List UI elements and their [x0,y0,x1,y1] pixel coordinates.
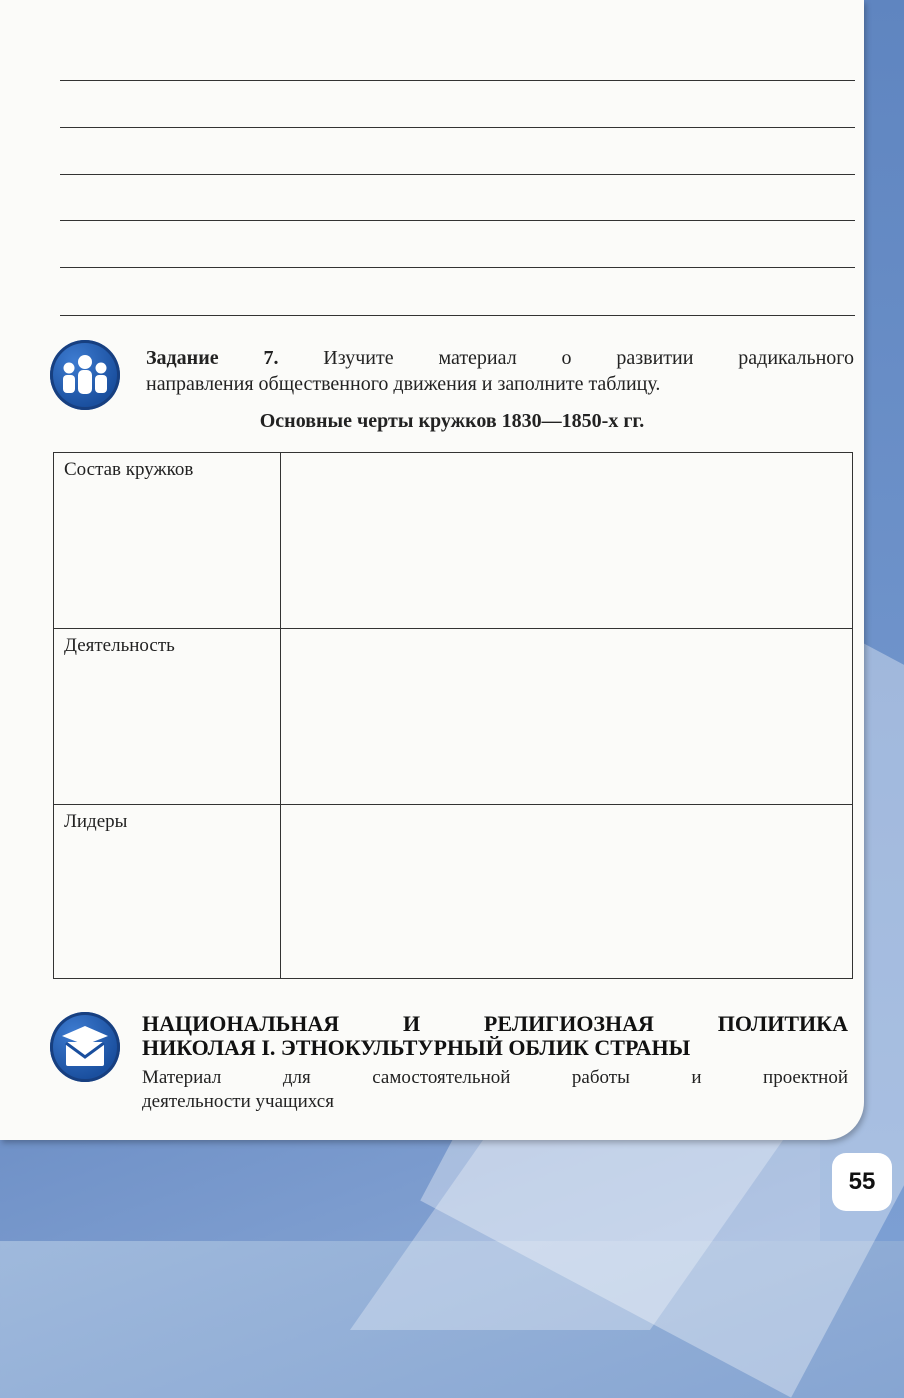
task-text [146,345,854,397]
section-title-line-1: НАЦИОНАЛЬНАЯ И РЕЛИГИОЗНАЯ ПОЛИТИКА [142,1011,848,1036]
answer-cell[interactable] [281,629,853,805]
answer-line[interactable] [60,220,855,221]
task-label: Задание 7. [146,347,279,369]
answer-line[interactable] [60,315,855,316]
row-label: Деятельность [54,629,281,805]
answer-line[interactable] [60,127,855,128]
page-number: 55 [832,1153,892,1211]
task-line-1 [146,345,854,371]
answer-cell[interactable] [281,453,853,629]
task-line-1-text: Изучите материал о развитии радикального [323,347,854,369]
task-line-2: направления общественного движения и заполните таблицу. [146,373,661,395]
section-subtitle-line-1: Материал для самостоятельной работы и проектной [142,1067,848,1088]
table-row [54,629,853,805]
answer-line[interactable] [60,174,855,175]
features-table [53,452,853,979]
section-title [142,1012,848,1060]
table-row [54,805,853,979]
answer-line[interactable] [60,267,855,268]
row-label: Лидеры [54,805,281,979]
section-subtitle [142,1066,848,1114]
section-title-line-2: НИКОЛАЯ I. ЭТНОКУЛЬТУРНЫЙ ОБЛИК СТРАНЫ [142,1035,691,1060]
graduation-cap-mail-icon [50,1012,120,1082]
table-row [54,453,853,629]
table-caption: Основные черты кружков 1830—1850-х гг. [259,410,645,432]
section-subtitle-line-2: деятельности учащихся [142,1091,334,1112]
row-label: Состав кружков [54,453,281,629]
answer-cell[interactable] [281,805,853,979]
answer-line[interactable] [60,80,855,81]
group-work-icon [50,340,120,410]
